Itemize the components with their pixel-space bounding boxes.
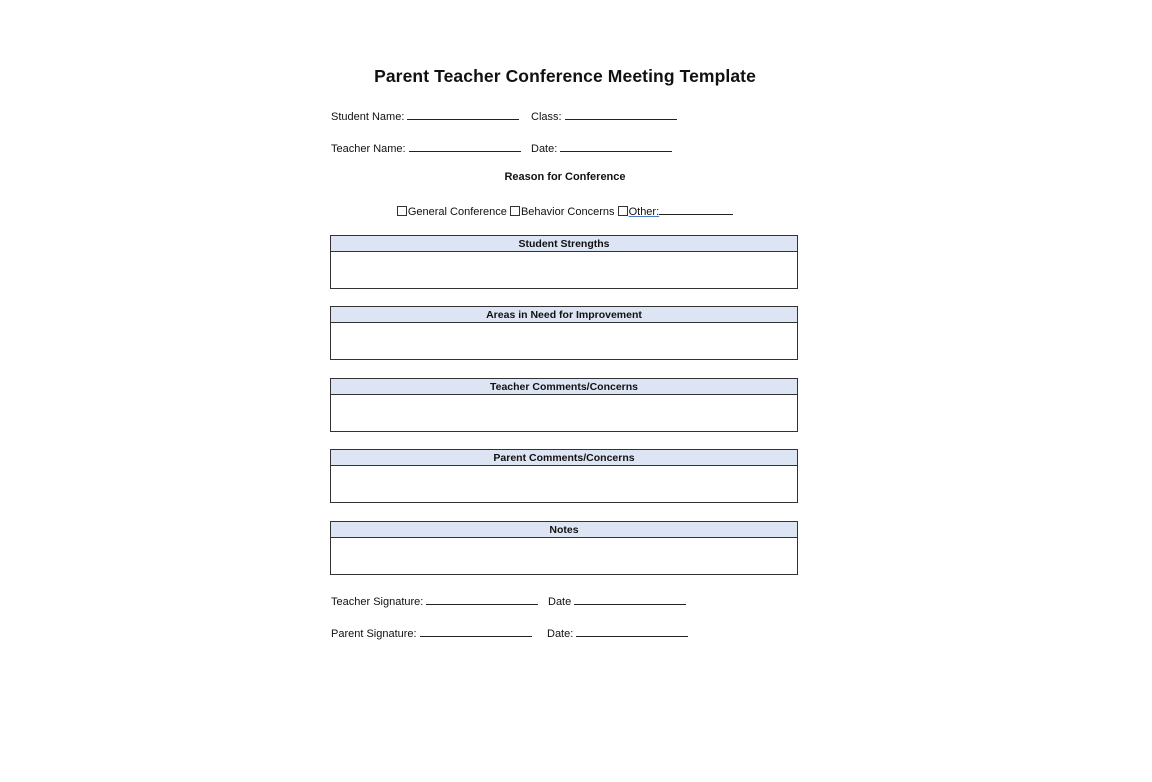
page-title: Parent Teacher Conference Meeting Template xyxy=(374,66,756,86)
section-student-strengths xyxy=(330,235,798,289)
section-header: Teacher Comments/Concerns xyxy=(331,379,797,395)
reason-options xyxy=(330,204,800,218)
section-body[interactable] xyxy=(331,466,797,504)
other-label: Other: xyxy=(628,206,660,218)
teacher-date-field[interactable] xyxy=(548,593,686,608)
other-checkbox[interactable] xyxy=(618,206,628,216)
class-field[interactable] xyxy=(531,108,677,123)
behavior-concerns-label: Behavior Concerns xyxy=(520,206,615,218)
general-conference-checkbox[interactable] xyxy=(397,206,407,216)
section-header: Student Strengths xyxy=(331,236,797,252)
date-field[interactable] xyxy=(531,140,672,155)
date-line[interactable] xyxy=(560,140,672,152)
section-areas-improvement xyxy=(330,306,798,360)
general-conference-label: General Conference xyxy=(407,206,507,218)
student-name-label: Student Name: xyxy=(331,111,405,123)
section-body[interactable] xyxy=(331,395,797,433)
teacher-signature-label: Teacher Signature: xyxy=(331,596,424,608)
section-header: Parent Comments/Concerns xyxy=(331,450,797,466)
section-body[interactable] xyxy=(331,252,797,290)
class-line[interactable] xyxy=(565,108,677,120)
teacher-date-line[interactable] xyxy=(574,593,686,605)
section-body[interactable] xyxy=(331,323,797,361)
parent-date-field[interactable] xyxy=(547,625,688,640)
parent-signature-line[interactable] xyxy=(420,625,532,637)
teacher-name-line[interactable] xyxy=(409,140,521,152)
teacher-name-label: Teacher Name: xyxy=(331,143,406,155)
teacher-date-label: Date xyxy=(548,596,572,608)
parent-date-label: Date: xyxy=(547,628,574,640)
date-label: Date: xyxy=(531,143,558,155)
document-page xyxy=(330,0,800,782)
section-header: Areas in Need for Improvement xyxy=(331,307,797,323)
reason-heading: Reason for Conference xyxy=(504,171,626,183)
parent-signature-label: Parent Signature: xyxy=(331,628,417,640)
section-body[interactable] xyxy=(331,538,797,576)
class-label: Class: xyxy=(531,111,562,123)
student-name-line[interactable] xyxy=(407,108,519,120)
teacher-name-field[interactable] xyxy=(331,140,521,155)
section-teacher-comments xyxy=(330,378,798,432)
section-notes xyxy=(330,521,798,575)
student-name-field[interactable] xyxy=(331,108,519,123)
parent-date-line[interactable] xyxy=(576,625,688,637)
parent-signature-field[interactable] xyxy=(331,625,532,640)
other-line[interactable] xyxy=(659,204,733,215)
behavior-concerns-checkbox[interactable] xyxy=(510,206,520,216)
teacher-signature-field[interactable] xyxy=(331,593,538,608)
section-parent-comments xyxy=(330,449,798,503)
teacher-signature-line[interactable] xyxy=(426,593,538,605)
section-header: Notes xyxy=(331,522,797,538)
